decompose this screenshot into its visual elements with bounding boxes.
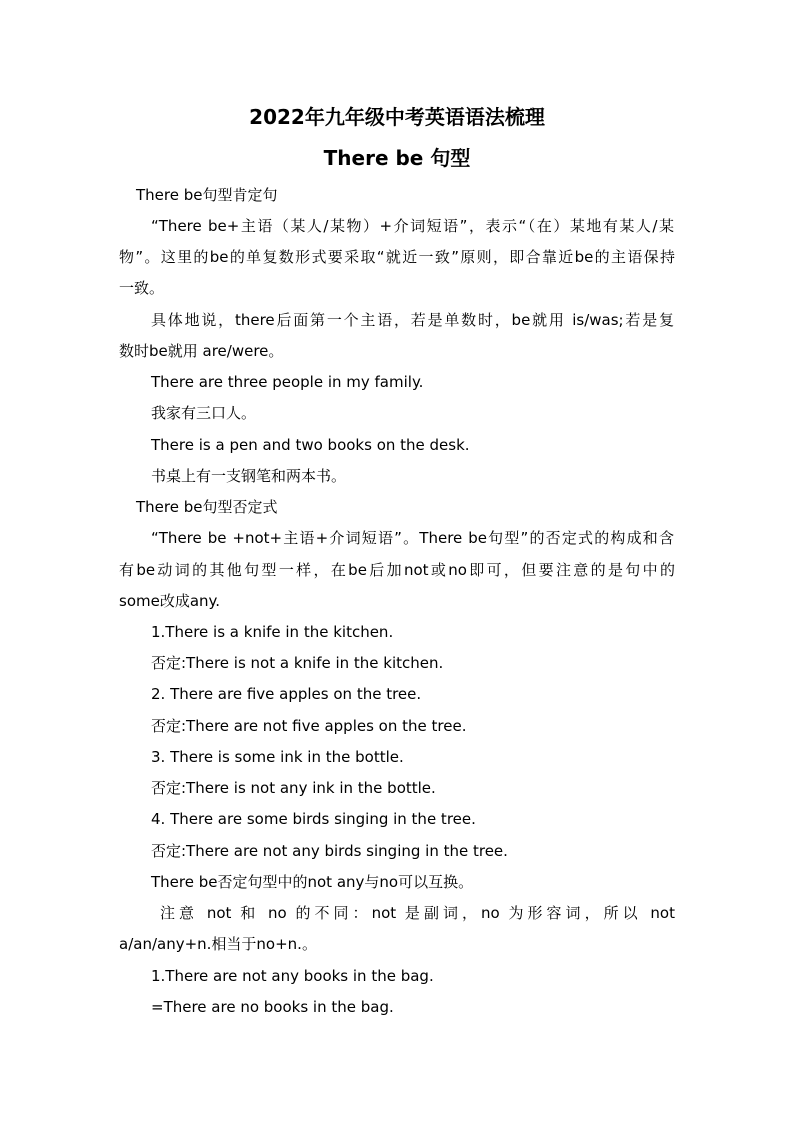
example-sentence: 4. There are some birds singing in the tree. — [151, 810, 476, 828]
example-negative: 否定:There are not any birds singing in the tree. — [151, 842, 508, 860]
paragraph-line: There be否定句型中的not any与no可以互换。 — [151, 873, 474, 891]
paragraph-line: 有be动词的其他句型一样，在be后加not或no即可，但要注意的是句中的 — [119, 561, 675, 579]
paragraph-line: 数时be就用 are/were。 — [119, 342, 284, 360]
paragraph-line: some改成any. — [119, 592, 221, 610]
example-negative: 否定:There is not a knife in the kitchen. — [151, 654, 444, 672]
section-heading-negative: There be句型否定式 — [136, 498, 278, 516]
paragraph-line: 具体地说，there后面第一个主语，若是单数时，be就用 is/was;若是复 — [151, 311, 674, 329]
example-sentence: There are three people in my family. — [151, 373, 424, 391]
paragraph-line: 注意 not 和 no 的不同：not 是副词，no 为形容词，所以 not — [160, 904, 675, 922]
paragraph-line: “There be +not+主语+介词短语”。There be句型”的否定式的构成和含 — [151, 529, 674, 547]
example-translation: 书桌上有一支钢笔和两本书。 — [151, 467, 347, 485]
document-subtitle: There be 句型 — [323, 146, 471, 170]
paragraph-line: “There be+主语（某人/某物）+介词短语”，表示“（在）某地有某人/某 — [151, 217, 674, 235]
section-heading-affirmative: There be句型肯定句 — [136, 186, 278, 204]
document-title: 2022年九年级中考英语语法梳理 — [249, 105, 545, 129]
example-sentence: 2. There are five apples on the tree. — [151, 685, 422, 703]
example-negative: 否定:There is not any ink in the bottle. — [151, 779, 436, 797]
paragraph-line: a/an/any+n.相当于no+n.。 — [119, 935, 317, 953]
example-sentence: There is a pen and two books on the desk. — [151, 436, 470, 454]
example-sentence: 1.There are not any books in the bag. — [151, 967, 434, 985]
example-sentence: 3. There is some ink in the bottle. — [151, 748, 404, 766]
paragraph-line: 物”。这里的be的单复数形式要采取“就近一致”原则，即合靠近be的主语保持 — [119, 248, 675, 266]
example-translation: 我家有三口人。 — [151, 404, 257, 422]
example-negative: 否定:There are not five apples on the tree. — [151, 717, 467, 735]
paragraph-line: 一致。 — [119, 279, 165, 297]
example-sentence: =There are no books in the bag. — [151, 998, 394, 1016]
example-sentence: 1.There is a knife in the kitchen. — [151, 623, 394, 641]
